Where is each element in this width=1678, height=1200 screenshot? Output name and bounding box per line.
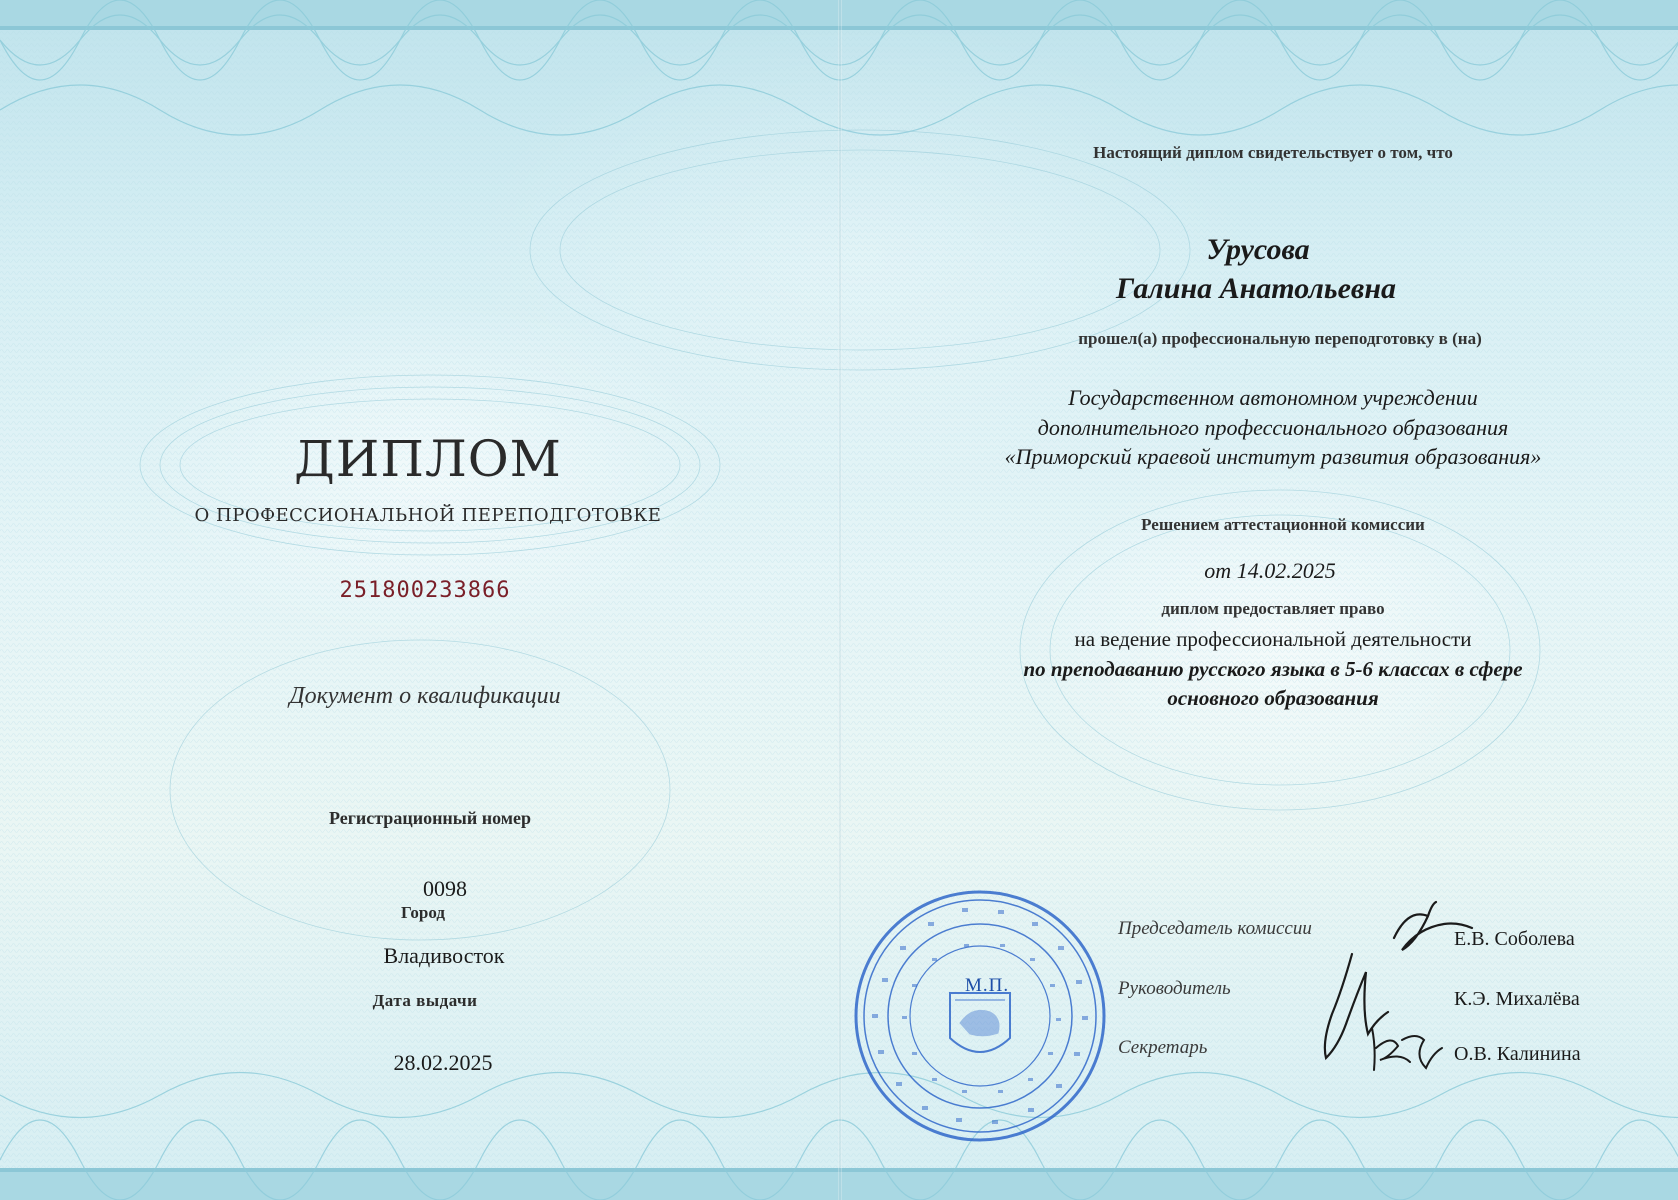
city-label: Город (401, 903, 445, 922)
signatory-name-secretary: О.В. Калинина (1454, 1043, 1581, 1065)
signatory-name-head: К.Э. Михалёва (1454, 988, 1580, 1010)
passed-text: прошел(а) профессиональную переподготовку в (на) (1078, 329, 1482, 348)
page-fold (838, 0, 842, 1200)
signatory-role-head: Руководитель (1118, 978, 1231, 999)
decision-text: Решением аттестационной комиссии (1141, 515, 1425, 534)
decision-date: от 14.02.2025 (1204, 558, 1336, 583)
signatory-role-secretary: Секретарь (1118, 1037, 1208, 1058)
serial-number: 251800233866 (339, 578, 511, 603)
diploma-subtitle: О ПРОФЕССИОНАЛЬНОЙ ПЕРЕПОДГОТОВКЕ (194, 505, 662, 526)
issue-date-label: Дата выдачи (372, 991, 478, 1010)
issue-date: 28.02.2025 (393, 1050, 493, 1075)
signatory-name-chair: Е.В. Соболева (1454, 928, 1575, 950)
activity-line: основного образования (1167, 686, 1379, 710)
certifies-text: Настоящий диплом свидетельствует о том, что (1093, 143, 1453, 162)
stamp-mark: М.П. (965, 975, 1010, 996)
signatory-role-chair: Председатель комиссии (1118, 918, 1312, 939)
registration-label: Регистрационный номер (328, 808, 532, 828)
signature-secretary (1366, 1018, 1446, 1078)
recipient-surname: Урусова (1206, 233, 1310, 266)
activity-line: по преподаванию русского языка в 5-6 классах в сфере (1023, 657, 1523, 681)
qualification-text: Документ о квалификации (289, 683, 561, 709)
grants-text: диплом предоставляет право (1161, 599, 1385, 618)
institution-line: Государственном автономном учреждении (1068, 385, 1478, 410)
right-to-text: на ведение профессиональной деятельности (1074, 627, 1472, 651)
institution-line: «Приморский краевой институт развития образования» (1004, 444, 1542, 469)
registration-number: 0098 (423, 876, 467, 901)
institution-line: дополнительного профессионального образования (1037, 415, 1509, 440)
official-seal (852, 888, 1108, 1144)
city-value: Владивосток (383, 943, 505, 968)
recipient-name: Галина Анатольевна (1116, 272, 1396, 305)
diploma-title: ДИПЛОМ (294, 430, 562, 488)
